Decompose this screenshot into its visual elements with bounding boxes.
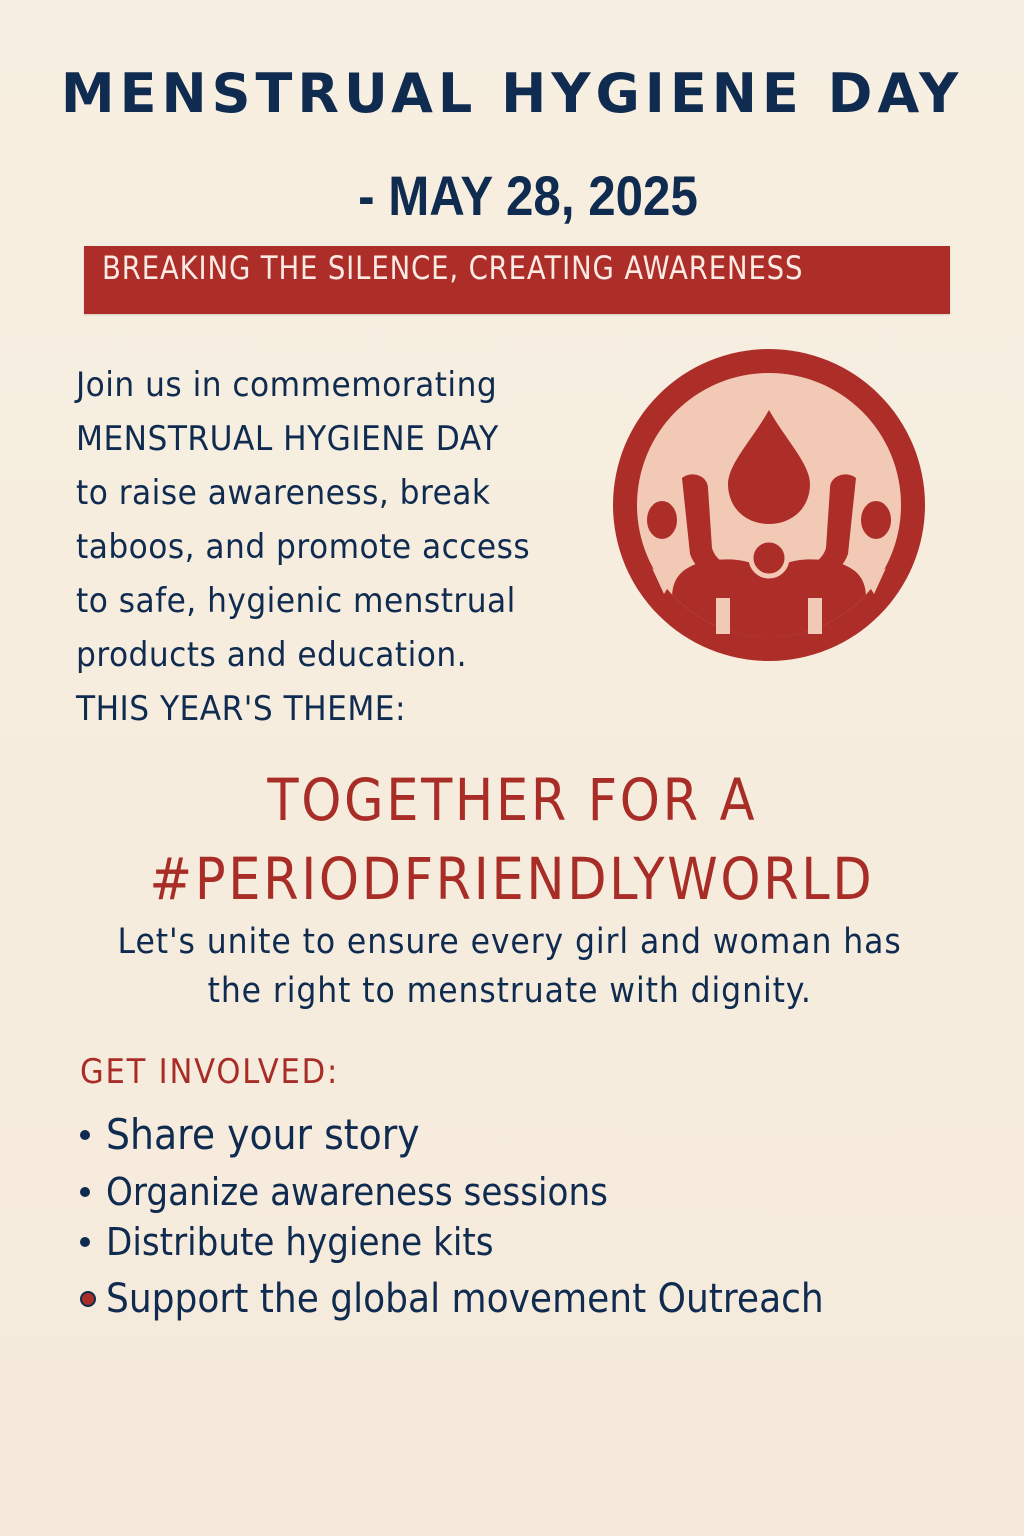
list-item — [80, 1110, 455, 1159]
intro-line: Join us in commemorating — [76, 365, 498, 405]
intro-line: products and education. — [76, 635, 468, 675]
tagline-text: BREAKING THE SILENCE, CREATING AWARENESS — [102, 249, 804, 287]
theme-line-1 — [0, 766, 1024, 834]
list-item — [80, 1220, 537, 1264]
blood-drop-community-icon — [612, 348, 926, 662]
list-item-text: Share your story — [106, 1110, 420, 1159]
left-figure-head — [644, 498, 680, 542]
list-item-text: Organize awareness sessions — [106, 1170, 608, 1214]
intro-paragraph — [76, 358, 636, 736]
tagline-banner — [84, 246, 950, 314]
theme-text: TOGETHER FOR A — [267, 766, 757, 834]
intro-line: to safe, hygienic menstrual — [76, 581, 516, 621]
message-line-1 — [0, 922, 1020, 962]
poster-title: MENSTRUAL HYGIENE DAY — [60, 62, 964, 125]
theme-label: THIS YEAR'S THEME: — [76, 689, 407, 729]
right-figure-head — [858, 498, 894, 542]
bullet-icon — [80, 1291, 96, 1307]
message-text: Let's unite to ensure every girl and woman has — [117, 922, 903, 962]
list-item-text: Distribute hygiene kits — [106, 1220, 494, 1264]
message-text: the right to menstruate with dignity. — [207, 971, 813, 1011]
bullet-icon — [80, 1187, 90, 1197]
center-figure-head — [751, 540, 787, 576]
intro-line: taboos, and promote access — [76, 527, 531, 567]
list-item — [80, 1276, 904, 1322]
list-item-text: Support the global movement Outreach — [106, 1276, 824, 1322]
theme-line-2 — [0, 845, 1024, 913]
get-involved-heading: GET INVOLVED: — [80, 1052, 340, 1092]
bullet-icon — [80, 1130, 90, 1140]
bullet-icon — [80, 1237, 90, 1247]
message-line-2 — [0, 971, 1020, 1011]
intro-line: MENSTRUAL HYGIENE DAY — [76, 419, 499, 459]
list-item — [80, 1170, 664, 1214]
theme-hashtag: #PERIODFRIENDLYWORLD — [149, 845, 875, 913]
intro-line: to raise awareness, break — [76, 473, 491, 513]
event-date: - MAY 28, 2025 — [358, 164, 698, 227]
